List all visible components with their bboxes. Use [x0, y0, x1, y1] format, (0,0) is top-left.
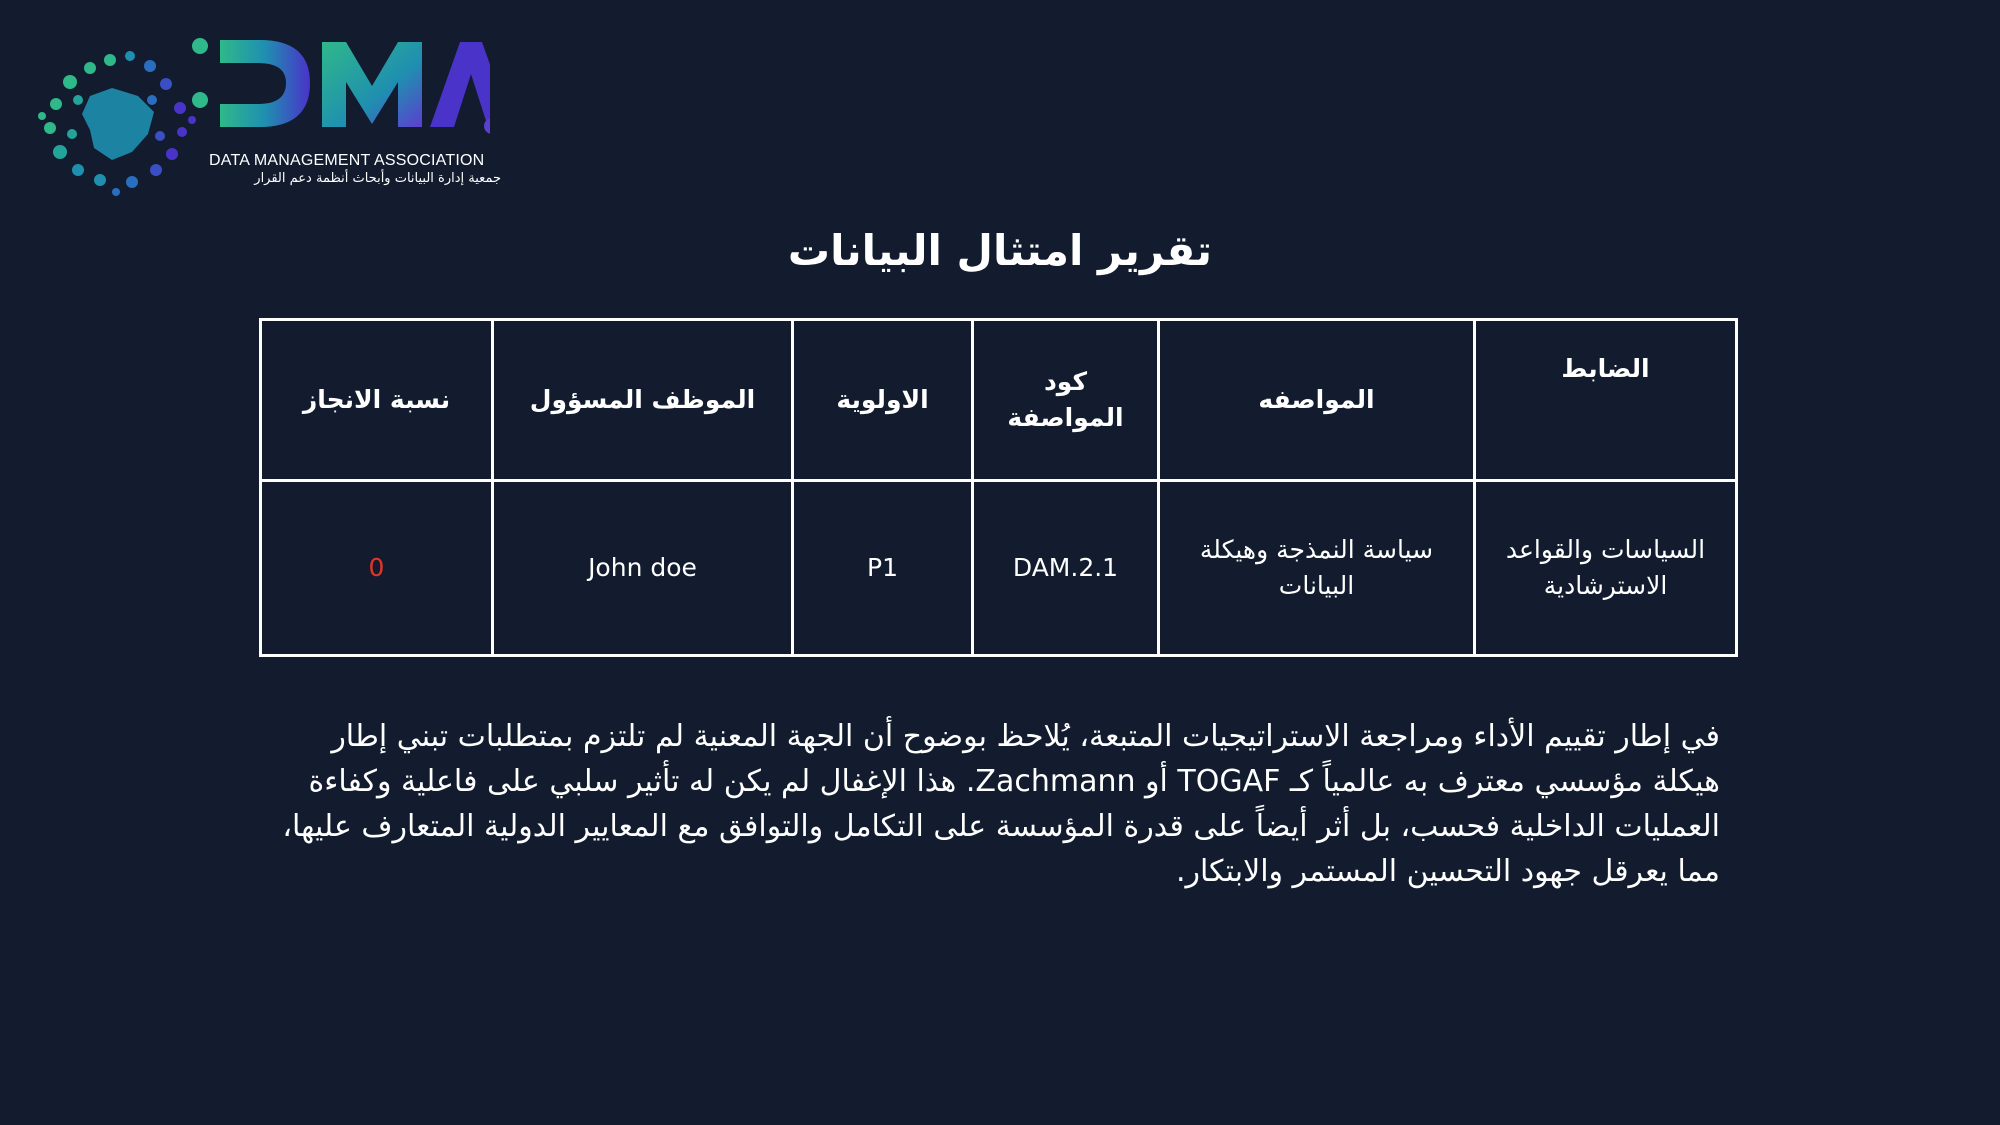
header-specification: المواصفه [1159, 320, 1475, 481]
header-spec-code: كود المواصفة [973, 320, 1159, 481]
globe-dots-icon [38, 51, 196, 196]
table-row [261, 481, 1737, 656]
header-priority: الاولوية [793, 320, 973, 481]
cell-specification: سياسة النمذجة وهيكلة البيانات [1159, 481, 1475, 656]
logo-name-english: DATA MANAGEMENT ASSOCIATION [209, 152, 485, 169]
dma-letters-icon [192, 38, 490, 134]
page-title: تقرير امتثال البيانات [787, 226, 1213, 275]
cell-control: السياسات والقواعد الاسترشادية [1475, 481, 1737, 656]
cell-spec-code: DAM.2.1 [973, 481, 1159, 656]
header-completion: نسبة الانجاز [261, 320, 493, 481]
dma-logo [20, 30, 501, 200]
cell-owner: John doe [493, 481, 793, 656]
description-paragraph: في إطار تقييم الأداء ومراجعة الاستراتيجيات المتبعة، يُلاحظ بوضوح أن الجهة المعنية لم تلتزم بمتطلبات تبني إطار هيكلة مؤسسي معترف به عالمياً كـ TOGAF أو Zachmann. هذا الإغفال لم يكن له تأثير سلبي على فاعلية وكفاءة العمليات الداخلية فحسب، بل أثر أيضاً على قدرة المؤسسة على التكامل والتوافق مع المعايير الدولية المتعارف عليها، مما يعرقل جهود التحسين المستمر والابتكار. [282, 719, 1720, 889]
header-control: الضابط [1475, 320, 1737, 481]
table-header-row [261, 320, 1737, 481]
header-owner: الموظف المسؤول [493, 320, 793, 481]
cell-completion: 0 [261, 481, 493, 656]
logo-name-arabic: جمعية إدارة البيانات وأبحاث أنظمة دعم القرار [254, 171, 501, 186]
compliance-table [259, 318, 1738, 657]
cell-priority: P1 [793, 481, 973, 656]
